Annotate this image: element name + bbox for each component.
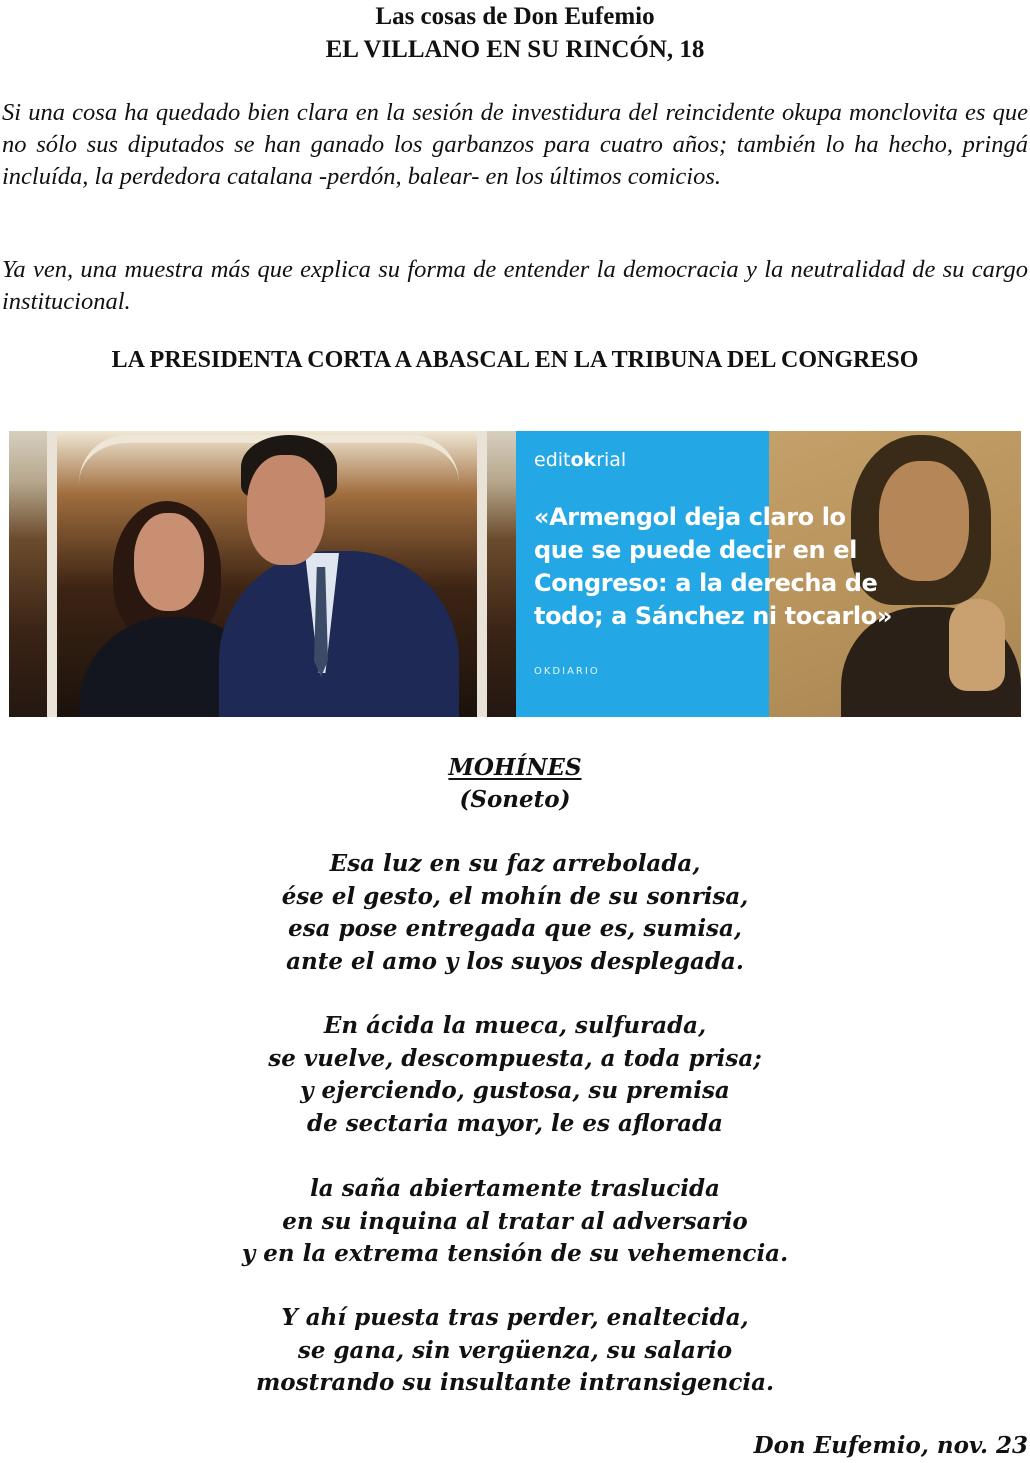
poem-line: se gana, sin vergüenza, su salario <box>297 1336 733 1364</box>
intro-paragraph: Si una cosa ha quedado bien clara en la sesión de investidura del reincidente okupa monclovita es que no sólo sus diputados se han ganado los garbanzos para cuatro años; también lo ha hecho, pringá incluída, la perdedora catalana -perdón, balear- en los últimos comicios. <box>2 99 1028 190</box>
poem-title: MOHÍNES <box>448 754 582 781</box>
header-article-title: EL VILLANO EN SU RINCÓN, 18 <box>325 36 705 63</box>
poem-stanza-2 <box>0 1010 1030 1140</box>
brand-suffix: rial <box>596 449 627 471</box>
poem-line: Esa luz en su faz arrebolada, <box>329 850 701 877</box>
editorial-source: OKDIARIO <box>534 666 600 677</box>
poem-line: En ácida la mueca, sulfurada, <box>323 1012 707 1039</box>
poem-line: esa pose entregada que es, sumisa, <box>288 915 742 942</box>
poem-line: y en la extrema tensión de su vehemencia. <box>241 1240 789 1267</box>
brand-ok: ok <box>570 449 597 471</box>
photo-couple <box>9 431 516 717</box>
author-signature: Don Eufemio, nov. 23 <box>753 1432 1028 1459</box>
woman-face <box>134 513 204 611</box>
news-subheading: LA PRESIDENTA CORTA A ABASCAL EN LA TRIBUNA DEL CONGRESO <box>111 347 919 373</box>
editorial-brand <box>534 449 626 471</box>
quote-line: Congreso: a la derecha de <box>534 569 878 597</box>
poem-stanza-3 <box>0 1173 1030 1271</box>
poem-line: y ejerciendo, gustosa, su premisa <box>300 1077 730 1104</box>
poem-stanza-1 <box>0 848 1030 978</box>
man-face <box>247 455 325 565</box>
poem-line: se vuelve, descompuesta, a toda prisa; <box>268 1044 762 1072</box>
poem-line: ante el amo y los suyos desplegada. <box>286 947 744 975</box>
poem-line: ése el gesto, el mohín de su sonrisa, <box>281 882 749 910</box>
quote-line: todo; a Sánchez ni tocarlo» <box>534 602 892 630</box>
editorial-image <box>9 431 1021 717</box>
poem-stanza-4 <box>0 1302 1030 1400</box>
poem-line: en su inquina al tratar al adversario <box>282 1207 748 1235</box>
second-paragraph: Ya ven, una muestra más que explica su forma de entender la democracia y la neutralidad de su cargo institucional. <box>2 256 1028 315</box>
brand-prefix: edit <box>534 449 571 471</box>
poem-line: de sectaria mayor, le es aflorada <box>307 1109 723 1137</box>
poem-subtitle: (Soneto) <box>459 786 571 813</box>
quote-line: que se puede decir en el <box>534 536 857 564</box>
poem-line: mostrando su insultante intransigencia. <box>255 1369 775 1396</box>
poem-line: la saña abiertamente traslucida <box>310 1175 720 1202</box>
poem-line: Y ahí puesta tras perder, enaltecida, <box>281 1304 749 1331</box>
header-series-title: Las cosas de Don Eufemio <box>375 3 655 30</box>
poem-heading <box>0 752 1030 816</box>
quote-line: «Armengol deja claro lo <box>534 503 846 531</box>
editorial-quote <box>534 501 994 633</box>
